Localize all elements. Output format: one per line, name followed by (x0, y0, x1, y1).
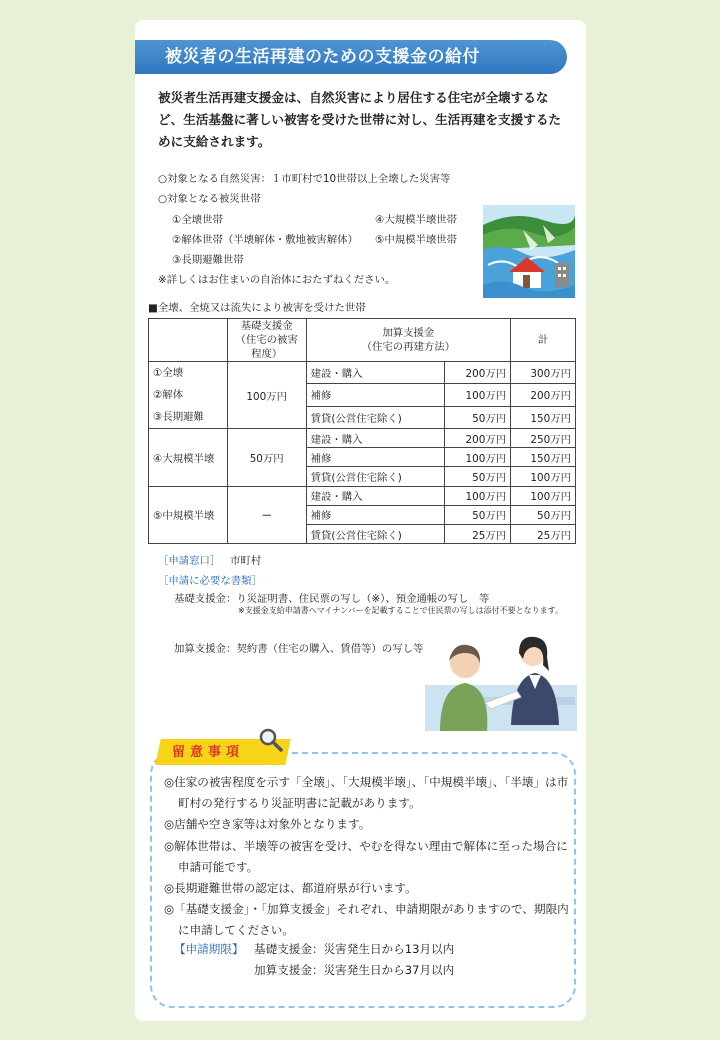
amount-cell: 100万円 (445, 384, 511, 406)
header-total: 計 (511, 319, 576, 362)
support-amount-table (148, 318, 576, 544)
table-row (149, 486, 576, 505)
note-item: ◎解体世帯は、半壊等の被害を受け、やむを得ない理由で解体に至った場合に申請可能です。 (164, 838, 568, 874)
total-cell: 150万円 (511, 448, 576, 467)
total-cell: 250万円 (511, 429, 576, 448)
method-cell: 補修 (306, 448, 445, 467)
method-cell: 賃貸(公営住宅除く) (306, 406, 445, 428)
basic-docs-note: ※支援金支給申請書へマイナンバーを記載することで住民票の写しは添付不要となります。 (238, 606, 563, 615)
note-item: ◎長期避難世帯の認定は、都道府県が行います。 (164, 881, 417, 896)
notes-list (164, 772, 570, 942)
table-corner-cell (149, 319, 228, 362)
household-item: ④大規模半壊世帯 (375, 214, 458, 226)
table-row (149, 362, 576, 384)
amount-cell: 100万円 (445, 486, 511, 505)
application-window-value: 市町村 (230, 555, 262, 567)
note-item: ◎「基礎支援金」・「加算支援金」それぞれ、申請期限がありますので、期限内に申請してください。 (164, 902, 569, 938)
amount-cell: 50万円 (445, 467, 511, 486)
target-disaster: ○対象となる自然災害：１市町村で10世帯以上全壊した災害等 (158, 173, 451, 185)
consultation-illustration (425, 625, 577, 731)
amount-cell: 200万円 (445, 362, 511, 384)
application-window-label: ［申請窓口］ (158, 555, 221, 567)
amount-cell: 100万円 (445, 448, 511, 467)
household-item: ①全壊世帯 (172, 214, 223, 226)
amount-cell: 50万円 (445, 505, 511, 524)
total-cell: 200万円 (511, 384, 576, 406)
basic-docs: 基礎支援金：り災証明書、住民票の写し（※）、預金通帳の写し 等 (174, 593, 490, 605)
note-item: ◎店舗や空き家等は対象外となります。 (164, 817, 371, 832)
flood-house-illustration (483, 205, 575, 298)
deadline-additional: 加算支援金：災害発生日から37月以内 (254, 963, 455, 977)
group-names: ⑤中規模半壊 (149, 486, 228, 544)
required-docs-label: ［申請に必要な書類］ (158, 575, 262, 587)
group-names: ④大規模半壊 (149, 429, 228, 487)
deadline-label: 【申請期限】 (174, 942, 244, 956)
method-cell: 建設・購入 (306, 486, 445, 505)
header-basic: 基礎支援金 （住宅の被害程度） (227, 319, 306, 362)
header-additional: 加算支援金 （住宅の再建方法） (306, 319, 510, 362)
method-cell: 賃貸(公営住宅除く) (306, 467, 445, 486)
method-cell: 建設・購入 (306, 362, 445, 384)
notes-heading: 留意事項 (172, 745, 245, 760)
households-note: ※詳しくはお住まいの自治体におたずねください。 (158, 274, 396, 286)
basic-amount: 100万円 (227, 362, 306, 429)
household-item: ⑤中規模半壊世帯 (375, 234, 458, 246)
method-cell: 補修 (306, 505, 445, 524)
note-item: ◎住家の被害程度を示す「全壊」、「大規模半壊」、「中規模半壊」、「半壊」は市町村の発行するり災証明書に記載があります。 (164, 775, 569, 811)
basic-amount: 50万円 (227, 429, 306, 487)
household-item: ②解体世帯（半壊解体・敷地被害解体） (172, 234, 358, 246)
magnifier-icon (258, 727, 284, 753)
method-cell: 賃貸(公営住宅除く) (306, 524, 445, 543)
target-households-label: ○対象となる被災世帯 (158, 193, 261, 205)
group-names: ①全壊 ②解体 ③長期避難 (149, 362, 228, 429)
table-title: ■全壊、全焼又は流失により被害を受けた世帯 (148, 302, 366, 314)
page-title: 被災者の生活再建のための支援金の給付 (135, 40, 567, 74)
total-cell: 25万円 (511, 524, 576, 543)
method-cell: 補修 (306, 384, 445, 406)
total-cell: 100万円 (511, 467, 576, 486)
total-cell: 50万円 (511, 505, 576, 524)
total-cell: 300万円 (511, 362, 576, 384)
household-item: ③長期避難世帯 (172, 254, 244, 266)
total-cell: 150万円 (511, 406, 576, 428)
table-row (149, 429, 576, 448)
amount-cell: 25万円 (445, 524, 511, 543)
amount-cell: 50万円 (445, 406, 511, 428)
total-cell: 100万円 (511, 486, 576, 505)
intro-text: 被災者生活再建支援金は、自然災害により居住する住宅が全壊するなど、生活基盤に著しい被害を受けた世帯に対し、生活再建を支援するために支給されます。 (158, 90, 561, 149)
additional-docs: 加算支援金：契約書（住宅の購入、賃借等）の写し等 (174, 643, 424, 655)
deadline-basic: 基礎支援金：災害発生日から13月以内 (254, 942, 455, 956)
basic-amount: － (227, 486, 306, 544)
method-cell: 建設・購入 (306, 429, 445, 448)
amount-cell: 200万円 (445, 429, 511, 448)
